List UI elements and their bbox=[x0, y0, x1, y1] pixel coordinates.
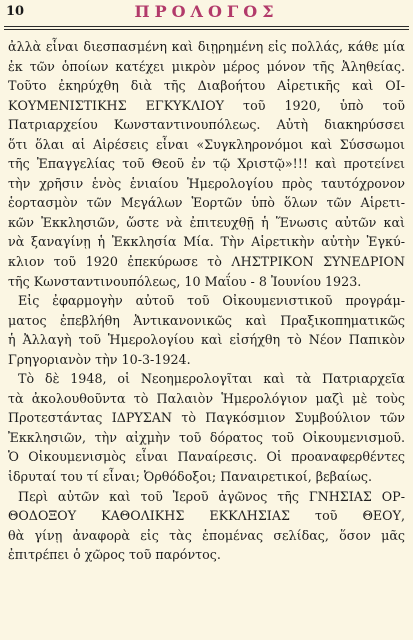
text-line: ΚΟΥΜΕΝΙΣΤΙΚΗΣ ΕΓΚΥΚΛΙΟΥ τοῦ 1920, ὑπὸ τοῦ bbox=[8, 97, 405, 113]
text-line: Προτεστάντας ΙΔΡΥΣΑΝ τὸ Παγκόσμιον Συμβούλιον τῶν bbox=[8, 410, 405, 426]
text-line: νὰ ξαναγίνῃ ἡ Ἐκκλησία Μία. Τὴν Αἱρετικὴν αὐτὴν Ἐγκύ- bbox=[8, 234, 405, 250]
text-line: κῶν Ἐκκλησιῶν, ὥστε νὰ ἐπιτευχθῇ ἡ Ἕνωσις αὐτῶν καὶ bbox=[8, 214, 405, 230]
text-line: τὰ ἀκολουθοῦντα τὸ Παλαιὸν Ἡμερολόγιον μαζὶ μὲ τοὺς bbox=[8, 390, 405, 406]
running-title: ΠΡΟΛΟΓΟΣ bbox=[134, 2, 279, 21]
text-line: ματος ἐπεβλήθη Ἀντικανονικῶς καὶ Πραξικοπηματικῶς bbox=[8, 312, 405, 328]
text-line: ἐπιτρέπει ὁ χῶρος τοῦ παρόντος. bbox=[8, 547, 221, 563]
body-text bbox=[8, 37, 405, 565]
text-line: Γρηγοριανὸν τὴν 10-3-1924. bbox=[8, 351, 191, 367]
text-line: ὅτι ὅλαι αἱ Αἱρέσεις εἶναι «Συγκληρονόμοι καὶ Σύσσωμοι bbox=[8, 136, 405, 152]
text-line: Τοῦτο ἐκηρύχθη διὰ τῆς Διαβοήτου Αἱρετικῆς καὶ ΟΙ- bbox=[8, 78, 405, 94]
text-line: ΘΟΔΟΞΟΥ ΚΑΘΟΛΙΚΗΣ ΕΚΚΛΗΣΙΑΣ τοῦ ΘΕΟΥ, bbox=[8, 508, 405, 524]
header-rule bbox=[4, 26, 409, 27]
text-line: Πατριαρχείου Κωνσταντινουπόλεως. Αὐτὴ διακηρύσσει bbox=[8, 117, 405, 133]
text-line: τὴν χρῆσιν ἑνὸς ἑνιαίου Ἡμερολογίου πρὸς ταυτόχρονον bbox=[8, 175, 405, 191]
text-line: Ὁ Οἰκουμενισμὸς εἶναι Παναίρεσις. Οἱ προαναφερθέντες bbox=[8, 449, 405, 465]
text-line: ἀλλὰ εἶναι διεσπασμένη καὶ διῃρημένη εἰς πολλάς, κάθε μία bbox=[8, 39, 405, 54]
text-line: Περὶ αὐτῶν καὶ τοῦ Ἱεροῦ ἀγῶνος τῆς ΓΝΗΣΙΑΣ ΟΡ- bbox=[18, 488, 405, 504]
text-line: Τὸ δὲ 1948, οἱ Νεοημερολογῖται καὶ τὰ Πατριαρχεῖα bbox=[18, 371, 405, 387]
text-line: ἐκ τῶν ὁποίων κατέχει μικρὸν μέρος μόνον τῆς Ἀληθείας. bbox=[8, 58, 405, 74]
text-line: ἑορτασμὸν τῶν Μεγάλων Ἑορτῶν ὑπὸ ὅλων τῶν Αἱρετι- bbox=[8, 195, 405, 211]
text-line: θὰ γίνῃ ἀναφορὰ εἰς τὰς ἑπομένας σελίδας, ὅσον μᾶς bbox=[8, 527, 405, 543]
header-rule bbox=[4, 29, 409, 30]
text-line: τῆς Ἐπαγγελίας τοῦ Θεοῦ ἐν τῷ Χριστῷ»!!! καὶ προτείνει bbox=[8, 156, 405, 172]
page-header bbox=[0, 0, 413, 30]
text-line: ἡ Ἀλλαγὴ τοῦ Ἡμερολογίου καὶ εἰσήχθη τὸ Νέον Παπικὸν bbox=[8, 332, 405, 348]
page-number: 10 bbox=[6, 4, 25, 19]
text-line: τῆς Κωνσταντινουπόλεως, 10 Μαΐου - 8 Ἰουνίου 1923. bbox=[8, 273, 362, 289]
text-line: Εἰς ἐφαρμογὴν αὐτοῦ τοῦ Οἰκουμενιστικοῦ προγράμ- bbox=[18, 293, 405, 309]
text-line: ἱδρυταί του τί εἶναι; Ὀρθόδοξοι; Παναιρετικοί, βεβαίως. bbox=[8, 469, 373, 485]
text-line: κλιον τοῦ 1920 ἐπεκύρωσε τὸ ΛΗΣΤΡΙΚΟΝ ΣΥΝΕΔΡΙΟΝ bbox=[8, 254, 405, 270]
text-line: Ἐκκλησιῶν, τὴν αἰχμὴν τοῦ δόρατος τοῦ Οἰκουμενισμοῦ. bbox=[8, 429, 405, 445]
